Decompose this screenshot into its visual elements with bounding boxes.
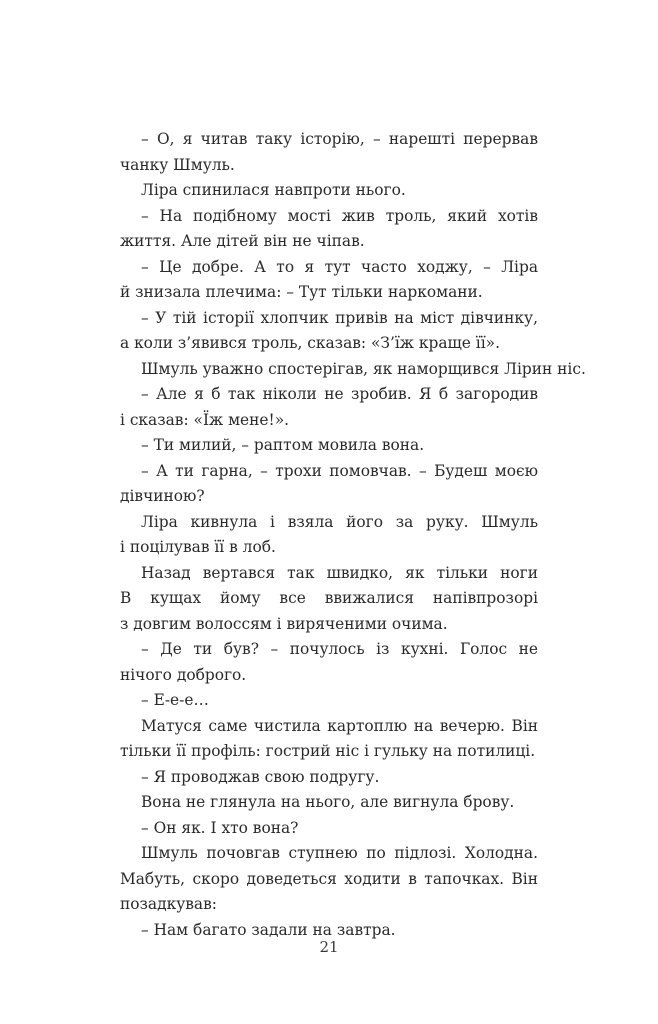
text-line: позадкував: — [120, 895, 217, 913]
text-line: – Але я б так ніколи не зробив. Я б загородив — [141, 385, 538, 403]
text-line: Матуся саме чистила картоплю на вечерю. Він — [141, 716, 538, 735]
text-line: Ліра спинилася навпроти нього. — [141, 181, 406, 199]
text-line: – Це добре. А то я тут часто ходжу, – Ліра — [141, 257, 538, 276]
text-line: – Е-е-е… — [141, 691, 209, 709]
text-line: – Де ти був? – почулось із кухні. Голос не — [141, 640, 538, 658]
text-line: тільки її профіль: гострий ніс і гульку на потилиці. — [120, 742, 536, 760]
text-line: чанку Шмуль. — [120, 155, 235, 174]
text-line: а коли з’явився троль, сказав: «З’їж краще її». — [120, 334, 500, 352]
text-line: і поцілував її в лоб. — [120, 538, 276, 556]
text-line: дівчиною? — [120, 487, 205, 505]
text-line: В кущах йому все ввижалися напівпрозорі — [120, 589, 538, 607]
text-line: Назад вертався так швидко, як тільки ноги — [141, 563, 538, 582]
text-line: – О, я читав таку історію, – нарешті перервав — [141, 130, 538, 148]
text-line: – Он як. І хто вона? — [141, 818, 299, 837]
text-line: і сказав: «Їж мене!». — [120, 410, 290, 429]
page-number: 21 — [319, 938, 339, 956]
text-line: Шмуль уважно спостерігав, як наморщився Лірин ніс. — [141, 359, 586, 378]
text-line: Ліра кивнула і взяла його за руку. Шмуль — [141, 512, 538, 531]
text-line: Шмуль почовгав ступнею по підлозі. Холодна. — [141, 844, 538, 862]
text-line: – У тій історії хлопчик привів на міст дівчинку, — [141, 308, 538, 327]
text-line: – А ти гарна, – трохи помовчав. – Будеш моєю — [141, 461, 538, 480]
text-line: й знизала плечима: – Тут тільки наркомани. — [120, 283, 483, 301]
text-line: – На подібному мості жив троль, який хотів — [141, 206, 538, 225]
text-line: Вона не глянула на нього, але вигнула брову. — [141, 793, 515, 811]
text-line: – Ти милий, – раптом мовила вона. — [141, 436, 425, 454]
text-line: з довгим волоссям і виряченими очима. — [120, 614, 448, 633]
text-line: Мабуть, скоро доведеться ходити в тапочках. Він — [120, 869, 538, 888]
text-line: життя. Але дітей він не чіпав. — [120, 232, 365, 250]
text-line: – Я проводжав свою подругу. — [141, 767, 380, 786]
body-text — [120, 127, 586, 943]
text-line: нічого доброго. — [120, 665, 247, 684]
text-line: – Нам багато задали на завтра. — [141, 920, 396, 939]
